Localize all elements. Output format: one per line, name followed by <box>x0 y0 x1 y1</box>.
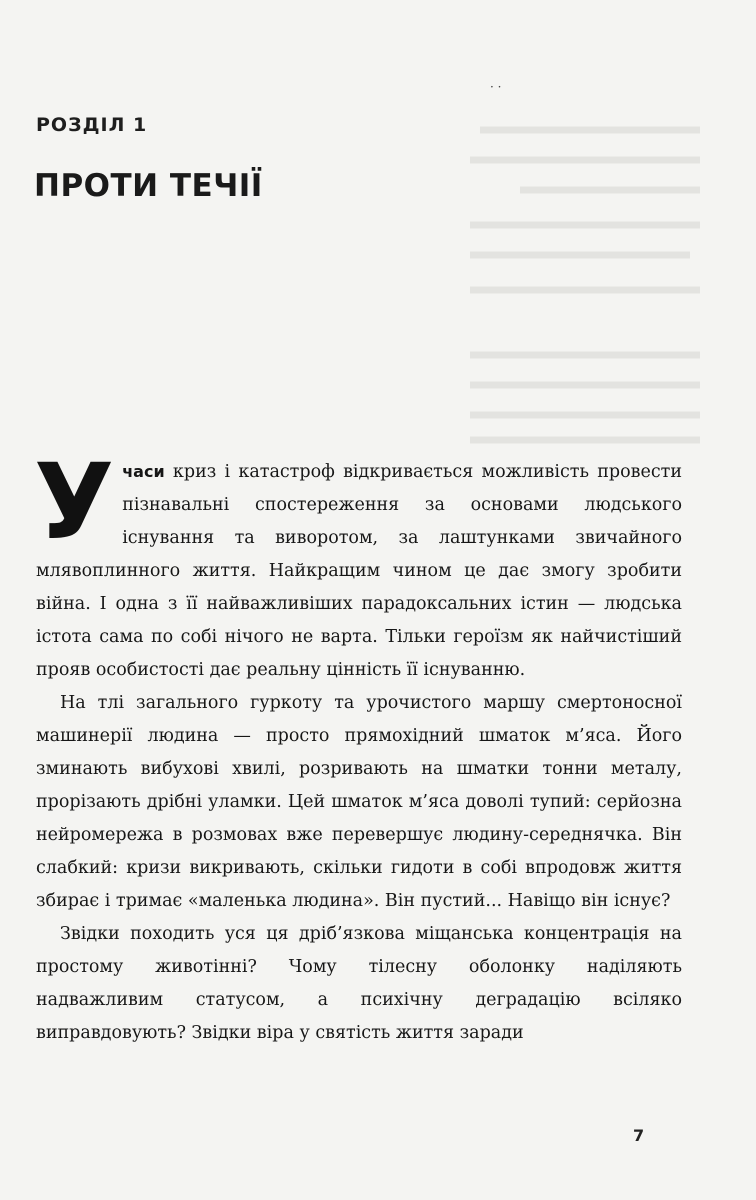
page-mark-dots: · · <box>490 80 502 94</box>
chapter-title: ПРОТИ ТЕЧІЇ <box>34 168 263 204</box>
paragraph-3: Звідки походить уся ця дріб’язкова міщанська концентрація на простому животінні? Чому тілесну оболонку наділяють надважливим статусом, а психічну деградацію всіляко виправдовують? Звідки віра у святість життя заради <box>36 924 682 1043</box>
lead-word: часи <box>122 462 165 481</box>
chapter-label: РОЗДІЛ 1 <box>36 114 148 136</box>
paragraph-1-text: криз і катастроф відкривається можливість провести пізнавальні спостереження за основами людського існування та виворотом, за лаштунками звичайного млявоплинного життя. Найкращим чином це дає змогу зробити війна. І одна з її найважливіших парадоксальних істин — людська істота сама по собі нічого не варта. Тільки героїзм як найчистіший прояв особистості дає реальну цінність її існуванню. <box>36 462 682 680</box>
paragraph-2: На тлі загального гуркоту та урочистого маршу смертоносної машинерії людина — просто прямохідний шматок м’яса. Його зминають вибухові хвилі, розривають на шматки тонни металу, прорізають дрібні уламки. Цей шматок м’яса доволі тупий: серйозна нейромережа в розмовах вже перевершує людину-середнячка. Він слабкий: кризи викривають, скільки гидоти в собі впродовж життя збирає і тримає «маленька людина». Він пустий... Навіщо він існує? <box>36 693 682 911</box>
page-number: 7 <box>633 1126 645 1145</box>
body-text <box>34 441 682 1050</box>
paragraph-1 <box>34 441 682 687</box>
drop-cap: У <box>34 441 115 563</box>
